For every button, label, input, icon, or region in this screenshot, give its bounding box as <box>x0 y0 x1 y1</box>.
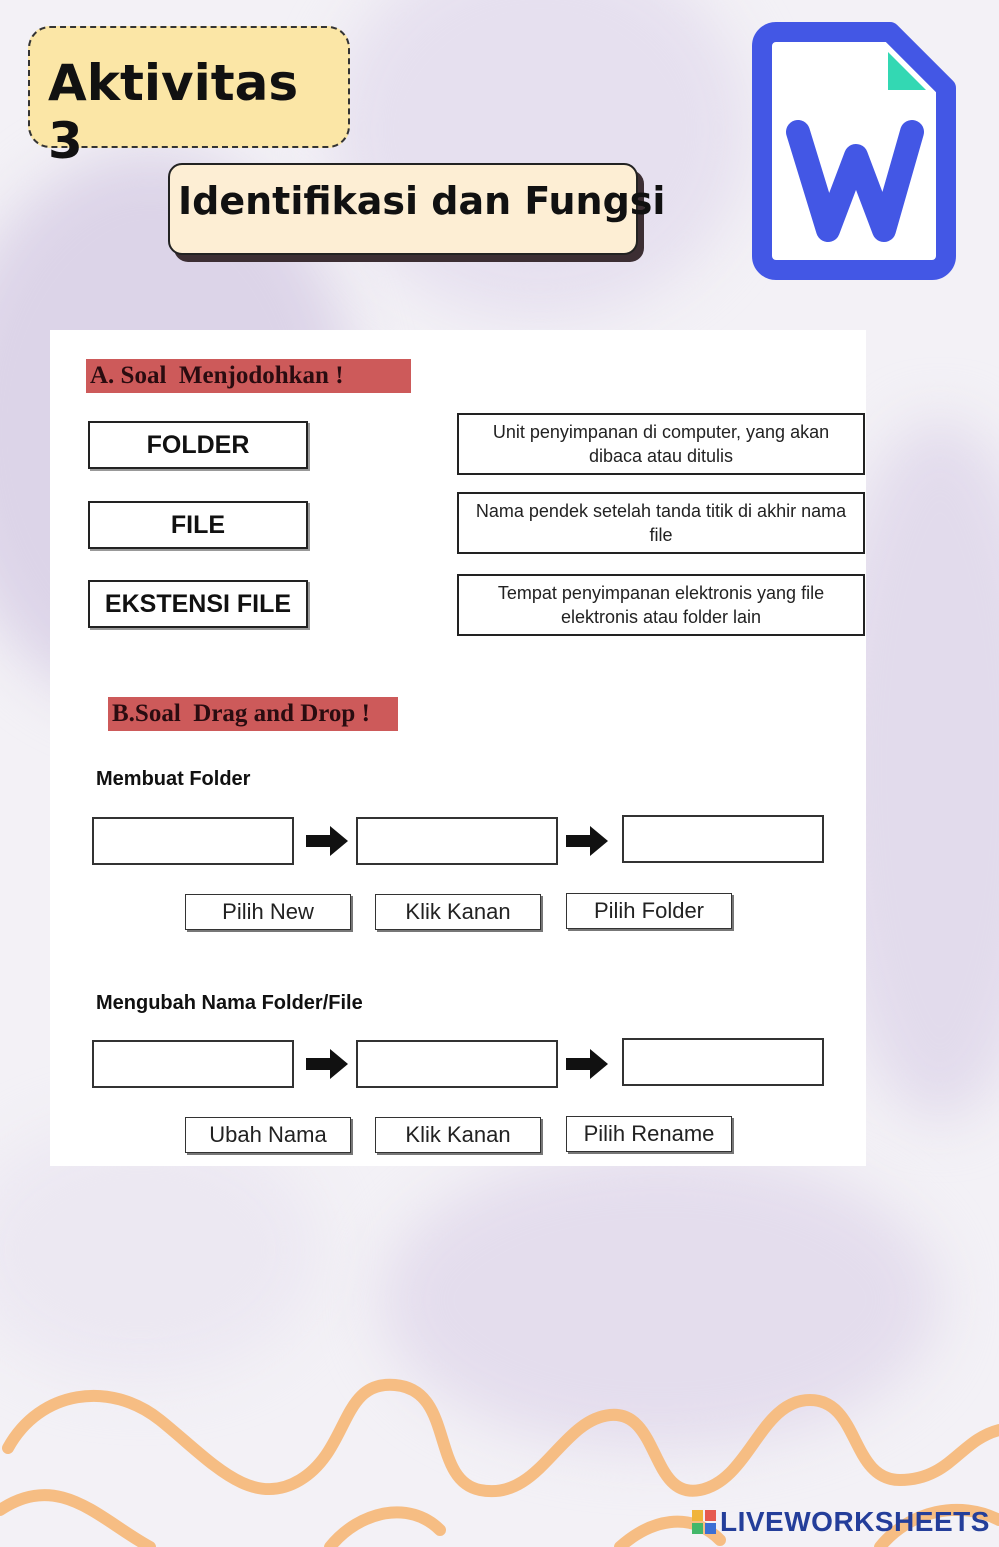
drop-zone[interactable] <box>356 1040 558 1088</box>
arrow-right-icon <box>306 1049 348 1079</box>
section-a-title: A. Soal Menjodohkan ! <box>86 359 411 393</box>
liveworksheets-logo-icon <box>692 1510 716 1534</box>
liveworksheets-brand[interactable] <box>692 1506 990 1538</box>
arrow-right-icon <box>566 1049 608 1079</box>
word-document-icon <box>752 20 958 282</box>
arrow-right-icon <box>306 826 348 856</box>
subtitle-text: Identifikasi dan Fungsi <box>178 179 666 223</box>
definition-box[interactable]: Tempat penyimpanan elektronis yang file elektronis atau folder lain <box>457 574 865 636</box>
drag-option-ubah-nama[interactable]: Ubah Nama <box>185 1117 351 1153</box>
activity-badge <box>28 26 350 170</box>
definition-box[interactable]: Nama pendek setelah tanda titik di akhir nama file <box>457 492 865 554</box>
arrow-right-icon <box>566 826 608 856</box>
term-box-folder[interactable]: FOLDER <box>88 421 308 469</box>
subtitle-box <box>168 163 666 255</box>
term-box-file[interactable]: FILE <box>88 501 308 549</box>
drag-option-klik-kanan[interactable]: Klik Kanan <box>375 1117 541 1153</box>
drop-zone[interactable] <box>622 815 824 863</box>
drag-option-pilih-folder[interactable]: Pilih Folder <box>566 893 732 929</box>
group-label-rename: Mengubah Nama Folder/File <box>96 992 363 1014</box>
drop-zone[interactable] <box>92 817 294 865</box>
drag-option-pilih-new[interactable]: Pilih New <box>185 894 351 930</box>
drop-zone[interactable] <box>622 1038 824 1086</box>
section-b-title: B.Soal Drag and Drop ! <box>108 697 398 731</box>
brand-text: LIVEWORKSHEETS <box>720 1506 990 1537</box>
group-label-create-folder: Membuat Folder <box>96 768 251 790</box>
activity-title: Aktivitas 3 <box>48 54 299 170</box>
term-box-extension[interactable]: EKSTENSI FILE <box>88 580 308 628</box>
drag-option-pilih-rename[interactable]: Pilih Rename <box>566 1116 732 1152</box>
drop-zone[interactable] <box>356 817 558 865</box>
drag-option-klik-kanan[interactable]: Klik Kanan <box>375 894 541 930</box>
drop-zone[interactable] <box>92 1040 294 1088</box>
background-blob <box>330 0 750 320</box>
definition-box[interactable]: Unit penyimpanan di computer, yang akan dibaca atau ditulis <box>457 413 865 475</box>
